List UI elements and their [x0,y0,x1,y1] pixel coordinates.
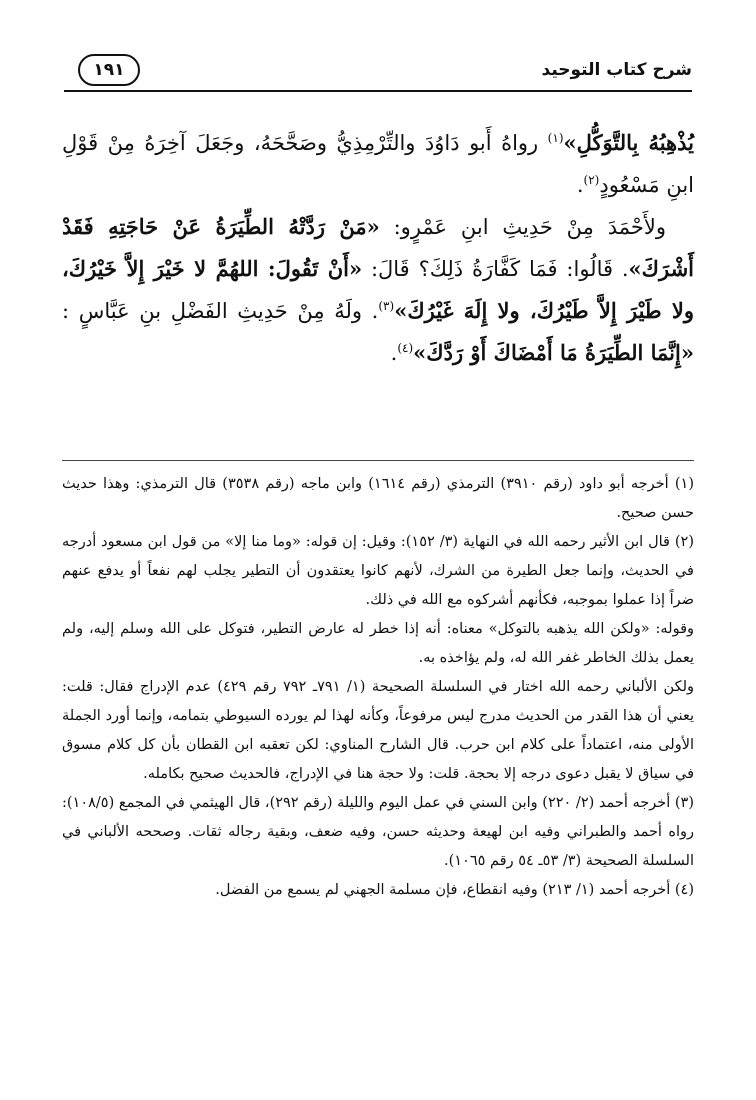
main-text-span: . [576,173,584,197]
hadith-quote: «مَنْ رَدَّتْهُ الطِّيَرَةُ عَنْ حَاجَتِهِ فَقَدْ أَشْرَكَ» [62,214,694,281]
running-title: شرح كتاب التوحيد [541,60,692,80]
footnote-2: (٢) قال ابن الأثير رحمه الله في النهاية (٣/ ١٥٢): وقيل: إن قوله: «وما منا إلا» من قول ابن مسعود أدرجه في الحديث، وإنما جعل الطيرة من الشرك، لأنهم كانوا يعتقدون أن التطير يجلب لهم نفعاً أو يدفع عنهم ضراً إذا عملوا بموجبه، فكأنهم أشركوه مع الله في ذلك. [62,534,695,608]
footnotes [62,470,694,905]
footnote-3: (٣) أخرجه أحمد (٢/ ٢٢٠) وابن السني في عمل اليوم والليلة (رقم ٢٩٢)، قال الهيثمي في المجمع (١٠٨/٥): رواه أحمد والطبراني وفيه ابن لهيعة وحديثه حسن، وفيه ضعف، وبقية رجاله ثقات. وصححه الألباني في السلسلة الصحيحة (٣/ ٥٣ـ ٥٤ رقم ١٠٦٥). [62,795,694,869]
footnote-4: (٤) أخرجه أحمد (١/ ٢١٣) وفيه انقطاع، فإن مسلمة الجهني لم يسمع من الفضل. [215,882,694,898]
footnote-2-continued: ولكن الألباني رحمه الله اختار في السلسلة الصحيحة (١/ ٧٩١ـ ٧٩٢ رقم ٤٢٩) عدم الإدراج فقال: قلت: يعني أن هذا القدر من الحديث مدرج ليس مرفوعاً، وكأنه لهذا لم يورده السيوطي بتمامه، وإنما أورد الجملة الأولى منه، اعتماداً على كلام ابن حرب. قال الشارح المناوي: لكن تعقبه ابن القطان بأن كل كلام مسوق في سياق لا يقبل دعوى درجه إلا بحجة. قلت: ولا حجة هنا في الإدراج، فالحديث صحيح بكامله. [62,679,694,782]
main-text-span: ولأَحْمَدَ مِنْ حَدِيثِ ابنِ عَمْرٍو: [379,215,666,239]
footnote-ref-4: (٤) [397,341,414,355]
footnote-2-continued: وقوله: «ولكن الله يذهبه بالتوكل» معناه: أنه إذا خطر له عارض التطير، فتوكل على الله وسلم إليه، ولم يعمل بذلك الخاطر غفر الله له، ولم يؤاخذه به. [62,621,694,666]
hadith-quote: «إِنَّمَا الطِّيَرَةُ مَا أَمْضَاكَ أَوْ رَدَّكَ» [413,340,694,365]
main-text-span: رواهُ أَبو دَاوُدَ والتِّرْمِذِيُّ وصَحَّحَهُ، وجَعَلَ آخِرَهُ مِنْ قَوْلِ ابنِ مَسْعُودٍ [62,131,694,197]
main-paragraph-2 [62,206,694,374]
main-paragraph-1 [62,122,694,206]
footnote-separator [62,460,694,461]
header-rule [64,90,692,92]
footnote-ref-2: (٢) [583,173,600,187]
page-header [64,50,692,94]
footnote-ref-3: (٣) [378,299,395,313]
main-text-span: . [390,341,398,365]
main-text-span: . قَالُوا: فَمَا كَفَّارَةُ ذَلِكَ؟ قَالَ: [362,257,629,281]
footnote-1: (١) أخرجه أبو داود (رقم ٣٩١٠) الترمذي (رقم ١٦١٤) وابن ماجه (رقم ٣٥٣٨) قال الترمذي: وهذا حديث حسن صحيح. [62,476,694,521]
hadith-quote-end: يُذْهِبُهُ بِالتَّوَكُّلِ» [563,130,695,155]
main-text-span: . ولَهُ مِنْ حَدِيثِ الفَضْلِ بنِ عَبَّاسٍ : [62,299,379,323]
main-text [62,122,694,374]
hadith-quote: «أَنْ تَقُولَ: اللهُمَّ لا خَيْرَ إِلاَّ خَيْرُكَ، ولا طَيْرَ إِلاَّ طَيْرُكَ، ولا إِلَهَ غَيْرُكَ» [62,256,695,323]
footnote-ref-1: (١) [547,131,564,145]
page-number: ١٩١ [78,54,140,86]
